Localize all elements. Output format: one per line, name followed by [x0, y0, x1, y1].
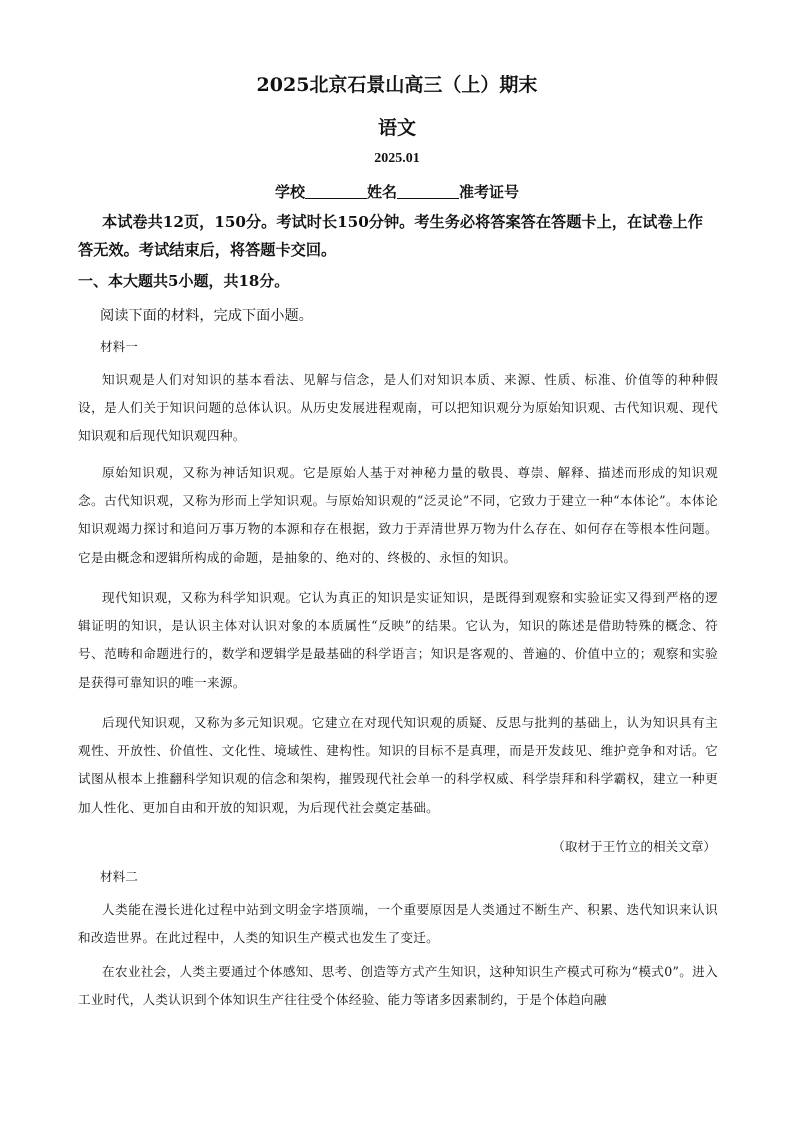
- school-blank: [305, 184, 367, 199]
- material1-paragraph: [78, 366, 718, 451]
- paragraph-text: 人类能在漫长进化过程中站到文明金字塔顶端，一个重要原因是人类通过不断生产、积累、迭代知识来认识和改造世界。在此过程中，人类的知识生产模式也发生了变迁。: [78, 902, 718, 946]
- material1-label: 材料一: [100, 339, 138, 354]
- material2-paragraph: [78, 958, 718, 1014]
- material1-paragraph: [78, 709, 718, 822]
- name-label: 姓名: [366, 183, 397, 201]
- paragraph-text: 原始知识观，又称为神话知识观。它是原始人基于对神秘力量的敬畏、尊崇、解释、描述而形成的知识观念。古代知识观，又称为形而上学知识观。与原始知识观的“泛灵论”不同，它致力于建立一种“本体论”。本体论知识观竭力探讨和追问万事万物的本源和存在根据，致力于弄清世界万物为什么存在、如何存在等根本性问题。它是由概念和逻辑所构成的命题，是抽象的、绝对的、终极的、永恒的知识。: [78, 465, 718, 565]
- material1-source: （取材于王竹立的相关文章）: [552, 839, 716, 854]
- paragraph-text: 后现代知识观，又称为多元知识观。它建立在对现代知识观的质疑、反思与批判的基础上，认为知识具有主观性、开放性、价值性、文化性、境域性、建构性。知识的目标不是真理，而是开发歧见、维护竞争和对话。它试图从根本上推翻科学知识观的信念和架构，摧毁现代社会单一的科学权威、科学崇拜和科学霸权，建立一种更加人性化、更加自由和开放的知识观，为后现代社会奠定基础。: [78, 715, 718, 815]
- exam-notice: [78, 208, 718, 264]
- section-title: 一、本大题共5小题，共18分。: [78, 272, 290, 290]
- exam-id-label: 准考证号: [459, 183, 520, 201]
- exam-date: 2025.01: [374, 151, 420, 166]
- material2-paragraph: [78, 896, 718, 952]
- material2-label: 材料二: [100, 869, 138, 884]
- paragraph-text: 现代知识观，又称为科学知识观。它认为真正的知识是实证知识，是既得到观察和实验证实又得到严格的逻辑证明的知识，是认识主体对认识对象的本质属性“反映”的结果。它认为，知识的陈述是借助特殊的概念、符号、范畴和命题进行的，数学和逻辑学是最基础的科学语言；知识是客观的、普遍的、价值中立的；观察和实验是获得可靠知识的唯一来源。: [78, 590, 718, 690]
- subject-title: 语文: [377, 117, 416, 139]
- exam-title: 2025北京石景山高三（上）期末: [256, 74, 538, 96]
- school-label: 学校: [274, 183, 305, 201]
- material1-paragraph: [78, 459, 718, 572]
- student-info-fields: [0, 181, 794, 202]
- paragraph-text: 知识观是人们对知识的基本看法、见解与信念，是人们对知识本质、来源、性质、标准、价值等的种种假设，是人们关于知识问题的总体认识。从历史发展进程观南，可以把知识观分为原始知识观、古代知识观、现代知识观和后现代知识观四种。: [78, 372, 718, 444]
- name-blank: [397, 184, 459, 199]
- material1-paragraph: [78, 584, 718, 697]
- notice-text: 本试卷共12页，150分。考试时长150分钟。考生务必将答案答在答题卡上，在试卷上作答无效。考试结束后，将答题卡交回。: [78, 213, 703, 259]
- paragraph-text: 在农业社会，人类主要通过个体感知、思考、创造等方式产生知识，这种知识生产模式可称为“模式0”。进入工业时代，人类认识到个体知识生产往往受个体经验、能力等诸多因素制约，于是个体趋向融: [78, 964, 718, 1008]
- section-instruction: 阅读下面的材料，完成下面小题。: [100, 308, 313, 324]
